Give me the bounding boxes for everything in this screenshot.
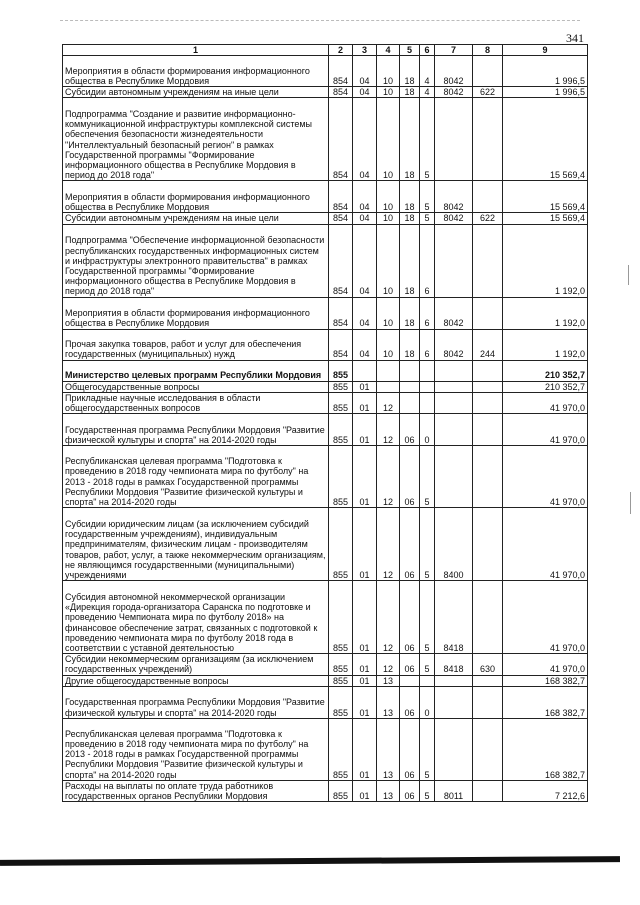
row-name: Субсидии автономным учреждениям на иные цели xyxy=(63,87,329,98)
code-ministry: 855 xyxy=(329,581,353,654)
column-header: 1 xyxy=(63,45,329,56)
code-subsection: 10 xyxy=(377,98,400,181)
table-row xyxy=(63,297,588,329)
code-subprogram: 6 xyxy=(420,297,435,329)
code-expense-type xyxy=(473,360,503,381)
code-direction xyxy=(435,381,473,392)
code-expense-type: 622 xyxy=(473,87,503,98)
code-ministry: 855 xyxy=(329,654,353,675)
table-row xyxy=(63,329,588,360)
code-subprogram xyxy=(420,381,435,392)
code-subprogram: 0 xyxy=(420,686,435,718)
code-program: 06 xyxy=(400,508,420,581)
code-subprogram: 4 xyxy=(420,87,435,98)
code-expense-type xyxy=(473,780,503,801)
row-name: Министерство целевых программ Республики Мордовия xyxy=(63,360,329,381)
column-header: 3 xyxy=(353,45,377,56)
code-section: 04 xyxy=(353,56,377,87)
table-row xyxy=(63,181,588,213)
row-amount: 41 970,0 xyxy=(503,446,588,508)
header-row xyxy=(63,45,588,56)
code-subsection xyxy=(377,360,400,381)
code-section: 04 xyxy=(353,87,377,98)
code-expense-type xyxy=(473,718,503,780)
code-expense-type xyxy=(473,181,503,213)
code-expense-type xyxy=(473,392,503,413)
code-section: 01 xyxy=(353,780,377,801)
budget-table xyxy=(62,44,588,802)
code-subprogram: 5 xyxy=(420,181,435,213)
table-row xyxy=(63,581,588,654)
code-subprogram: 4 xyxy=(420,56,435,87)
row-amount: 1 996,5 xyxy=(503,56,588,87)
code-subsection: 10 xyxy=(377,87,400,98)
code-ministry: 854 xyxy=(329,181,353,213)
code-expense-type xyxy=(473,675,503,686)
code-section: 01 xyxy=(353,581,377,654)
row-name: Подпрограмма "Создание и развитие информационно-коммуникационной инфраструктуры комплексной системы обеспечения безопасности жизнедеятельности "Интеллектуальный безопасный регион" в рамках Государственной программы "Формирование информационного общества в Республике Мордовия в период до 2018 года" xyxy=(63,98,329,181)
row-name: Общегосударственные вопросы xyxy=(63,381,329,392)
scan-top-rule xyxy=(60,20,580,21)
code-expense-type xyxy=(473,98,503,181)
code-ministry: 854 xyxy=(329,297,353,329)
code-program: 06 xyxy=(400,780,420,801)
row-amount: 1 192,0 xyxy=(503,329,588,360)
code-direction: 8042 xyxy=(435,181,473,213)
code-ministry: 855 xyxy=(329,686,353,718)
code-section: 04 xyxy=(353,181,377,213)
row-name: Субсидия автономной некоммерческой организации «Дирекция города-организатора Саранска по подготовке и проведению Чемпионата мира по футболу 2018» на финансовое обеспечение затрат, связанных с подготовкой к проведению чемпионата мира по футболу 2018 года в соответствии с уставной деятельностью xyxy=(63,581,329,654)
code-ministry: 854 xyxy=(329,213,353,224)
row-name: Мероприятия в области формирования информационного общества в Республике Мордовия xyxy=(63,56,329,87)
row-name: Республиканская целевая программа "Подготовка к проведению в 2018 году чемпионата мира по футболу" на 2013 - 2018 годы в рамках Государственной программы Республики Мордовия "Развитие физической культуры и спорта" на 2014-2020 годы xyxy=(63,718,329,780)
code-direction xyxy=(435,98,473,181)
row-name: Мероприятия в области формирования информационного общества в Республике Мордовия xyxy=(63,181,329,213)
code-subprogram: 5 xyxy=(420,98,435,181)
scan-edge-mark xyxy=(630,492,631,514)
code-ministry: 855 xyxy=(329,508,353,581)
row-name: Расходы на выплаты по оплате труда работников государственных органов Республики Мордовия xyxy=(63,780,329,801)
code-section: 04 xyxy=(353,213,377,224)
code-ministry: 854 xyxy=(329,329,353,360)
row-amount: 1 192,0 xyxy=(503,297,588,329)
code-program: 06 xyxy=(400,686,420,718)
code-direction: 8042 xyxy=(435,329,473,360)
code-expense-type xyxy=(473,381,503,392)
code-expense-type xyxy=(473,297,503,329)
table-row xyxy=(63,675,588,686)
code-program: 06 xyxy=(400,718,420,780)
code-subsection: 10 xyxy=(377,297,400,329)
table-row xyxy=(63,780,588,801)
code-subsection: 12 xyxy=(377,446,400,508)
code-subsection: 12 xyxy=(377,414,400,446)
code-subprogram: 5 xyxy=(420,718,435,780)
code-subsection: 13 xyxy=(377,718,400,780)
code-subsection: 13 xyxy=(377,686,400,718)
row-amount: 168 382,7 xyxy=(503,686,588,718)
code-direction xyxy=(435,446,473,508)
table-row xyxy=(63,414,588,446)
page-number: 341 xyxy=(566,31,584,45)
code-program: 18 xyxy=(400,213,420,224)
row-name: Субсидии некоммерческим организациям (за исключением государственных учреждений) xyxy=(63,654,329,675)
code-subsection: 10 xyxy=(377,181,400,213)
code-subsection: 10 xyxy=(377,213,400,224)
code-subprogram: 5 xyxy=(420,213,435,224)
code-ministry: 855 xyxy=(329,780,353,801)
code-expense-type xyxy=(473,581,503,654)
code-program: 18 xyxy=(400,87,420,98)
column-header: 4 xyxy=(377,45,400,56)
code-section: 01 xyxy=(353,718,377,780)
code-ministry: 854 xyxy=(329,224,353,297)
code-section: 01 xyxy=(353,686,377,718)
table-row xyxy=(63,392,588,413)
code-direction xyxy=(435,360,473,381)
code-program: 18 xyxy=(400,98,420,181)
code-direction: 8400 xyxy=(435,508,473,581)
row-amount: 210 352,7 xyxy=(503,381,588,392)
code-expense-type xyxy=(473,686,503,718)
row-name: Субсидии юридическим лицам (за исключением субсидий государственным учреждениям), индивидуальным предпринимателям, физическим лицам - производителям товаров, работ, услуг, а также некоммерческим организациям, не являющимся государственными (муниципальными) учреждениями xyxy=(63,508,329,581)
code-ministry: 855 xyxy=(329,360,353,381)
code-ministry: 854 xyxy=(329,56,353,87)
code-ministry: 854 xyxy=(329,98,353,181)
code-program: 18 xyxy=(400,297,420,329)
code-direction: 8042 xyxy=(435,87,473,98)
row-amount: 7 212,6 xyxy=(503,780,588,801)
row-amount: 210 352,7 xyxy=(503,360,588,381)
code-ministry: 855 xyxy=(329,446,353,508)
column-header: 5 xyxy=(400,45,420,56)
code-direction xyxy=(435,224,473,297)
code-direction: 8042 xyxy=(435,56,473,87)
column-header: 9 xyxy=(503,45,588,56)
code-expense-type: 244 xyxy=(473,329,503,360)
code-subsection: 12 xyxy=(377,581,400,654)
code-section: 01 xyxy=(353,381,377,392)
code-section: 01 xyxy=(353,675,377,686)
table-row xyxy=(63,686,588,718)
column-header: 6 xyxy=(420,45,435,56)
table-row xyxy=(63,508,588,581)
table-row xyxy=(63,224,588,297)
code-direction xyxy=(435,686,473,718)
code-subprogram: 5 xyxy=(420,780,435,801)
code-direction: 8418 xyxy=(435,581,473,654)
row-name: Прочая закупка товаров, работ и услуг для обеспечения государственных (муниципальных) нужд xyxy=(63,329,329,360)
row-amount: 168 382,7 xyxy=(503,675,588,686)
code-section: 01 xyxy=(353,414,377,446)
code-expense-type xyxy=(473,414,503,446)
code-ministry: 855 xyxy=(329,381,353,392)
row-name: Другие общегосударственные вопросы xyxy=(63,675,329,686)
code-subprogram: 5 xyxy=(420,581,435,654)
code-subsection: 10 xyxy=(377,56,400,87)
code-ministry: 854 xyxy=(329,87,353,98)
table-row xyxy=(63,56,588,87)
row-name: Мероприятия в области формирования информационного общества в Республике Мордовия xyxy=(63,297,329,329)
table-body xyxy=(63,56,588,802)
code-ministry: 855 xyxy=(329,675,353,686)
code-program xyxy=(400,381,420,392)
row-name: Государственная программа Республики Мордовия "Развитие физической культуры и спорта" на 2014-2020 годы xyxy=(63,686,329,718)
code-program: 18 xyxy=(400,181,420,213)
code-expense-type: 622 xyxy=(473,213,503,224)
code-expense-type xyxy=(473,224,503,297)
row-name: Государственная программа Республики Мордовия "Развитие физической культуры и спорта" на 2014-2020 годы xyxy=(63,414,329,446)
row-amount: 41 970,0 xyxy=(503,392,588,413)
code-subsection xyxy=(377,381,400,392)
scan-edge-mark xyxy=(628,265,629,285)
row-name: Республиканская целевая программа "Подготовка к проведению в 2018 году чемпионата мира по футболу" на 2013 - 2018 годы в рамках Государственной программы Республики Мордовия "Развитие физической культуры и спорта" на 2014-2020 годы xyxy=(63,446,329,508)
code-direction: 8418 xyxy=(435,654,473,675)
code-subprogram: 5 xyxy=(420,508,435,581)
code-section: 04 xyxy=(353,98,377,181)
code-section: 01 xyxy=(353,392,377,413)
code-subprogram xyxy=(420,360,435,381)
code-program: 18 xyxy=(400,56,420,87)
code-program xyxy=(400,392,420,413)
row-amount: 15 569,4 xyxy=(503,98,588,181)
code-section: 04 xyxy=(353,224,377,297)
code-ministry: 855 xyxy=(329,718,353,780)
code-direction: 8042 xyxy=(435,297,473,329)
code-subprogram: 6 xyxy=(420,329,435,360)
table-row xyxy=(63,360,588,381)
code-subprogram: 6 xyxy=(420,224,435,297)
code-expense-type xyxy=(473,508,503,581)
code-subprogram xyxy=(420,675,435,686)
column-header: 2 xyxy=(329,45,353,56)
code-section: 04 xyxy=(353,297,377,329)
code-direction xyxy=(435,392,473,413)
code-subprogram: 0 xyxy=(420,414,435,446)
code-program: 18 xyxy=(400,329,420,360)
code-program: 06 xyxy=(400,446,420,508)
row-amount: 15 569,4 xyxy=(503,213,588,224)
code-subprogram xyxy=(420,392,435,413)
code-subsection: 12 xyxy=(377,392,400,413)
code-direction xyxy=(435,718,473,780)
code-expense-type: 630 xyxy=(473,654,503,675)
column-header: 8 xyxy=(473,45,503,56)
code-subsection: 13 xyxy=(377,780,400,801)
code-direction: 8042 xyxy=(435,213,473,224)
code-program: 06 xyxy=(400,654,420,675)
code-program: 18 xyxy=(400,224,420,297)
code-program: 06 xyxy=(400,581,420,654)
row-amount: 1 996,5 xyxy=(503,87,588,98)
column-header: 7 xyxy=(435,45,473,56)
code-subsection: 12 xyxy=(377,508,400,581)
code-subsection: 10 xyxy=(377,224,400,297)
row-name: Субсидии автономным учреждениям на иные цели xyxy=(63,213,329,224)
table-row xyxy=(63,446,588,508)
code-section: 04 xyxy=(353,329,377,360)
code-direction: 8011 xyxy=(435,780,473,801)
table-row xyxy=(63,381,588,392)
code-ministry: 855 xyxy=(329,392,353,413)
row-amount: 1 192,0 xyxy=(503,224,588,297)
row-amount: 168 382,7 xyxy=(503,718,588,780)
code-subsection: 10 xyxy=(377,329,400,360)
table-row xyxy=(63,213,588,224)
row-amount: 41 970,0 xyxy=(503,581,588,654)
code-program: 06 xyxy=(400,414,420,446)
code-program xyxy=(400,360,420,381)
code-section: 01 xyxy=(353,508,377,581)
row-amount: 41 970,0 xyxy=(503,654,588,675)
code-section: 01 xyxy=(353,654,377,675)
row-amount: 15 569,4 xyxy=(503,181,588,213)
row-amount: 41 970,0 xyxy=(503,508,588,581)
table-row xyxy=(63,654,588,675)
scan-bottom-bar xyxy=(0,856,620,866)
code-section: 01 xyxy=(353,446,377,508)
row-name: Прикладные научные исследования в области общегосударственных вопросов xyxy=(63,392,329,413)
code-subsection: 12 xyxy=(377,654,400,675)
table-row xyxy=(63,87,588,98)
table-row xyxy=(63,98,588,181)
row-name: Подпрограмма "Обеспечение информационной безопасности республиканских государственных информационных систем и инфраструктуры электронного правительства" в рамках Государственной программы "Формирование информационного общества в Республике Мордовия в период до 2018 года" xyxy=(63,224,329,297)
code-direction xyxy=(435,675,473,686)
code-expense-type xyxy=(473,446,503,508)
code-ministry: 855 xyxy=(329,414,353,446)
code-subprogram: 5 xyxy=(420,446,435,508)
code-section xyxy=(353,360,377,381)
table-row xyxy=(63,718,588,780)
code-direction xyxy=(435,414,473,446)
code-subsection: 13 xyxy=(377,675,400,686)
code-expense-type xyxy=(473,56,503,87)
code-subprogram: 5 xyxy=(420,654,435,675)
code-program xyxy=(400,675,420,686)
row-amount: 41 970,0 xyxy=(503,414,588,446)
